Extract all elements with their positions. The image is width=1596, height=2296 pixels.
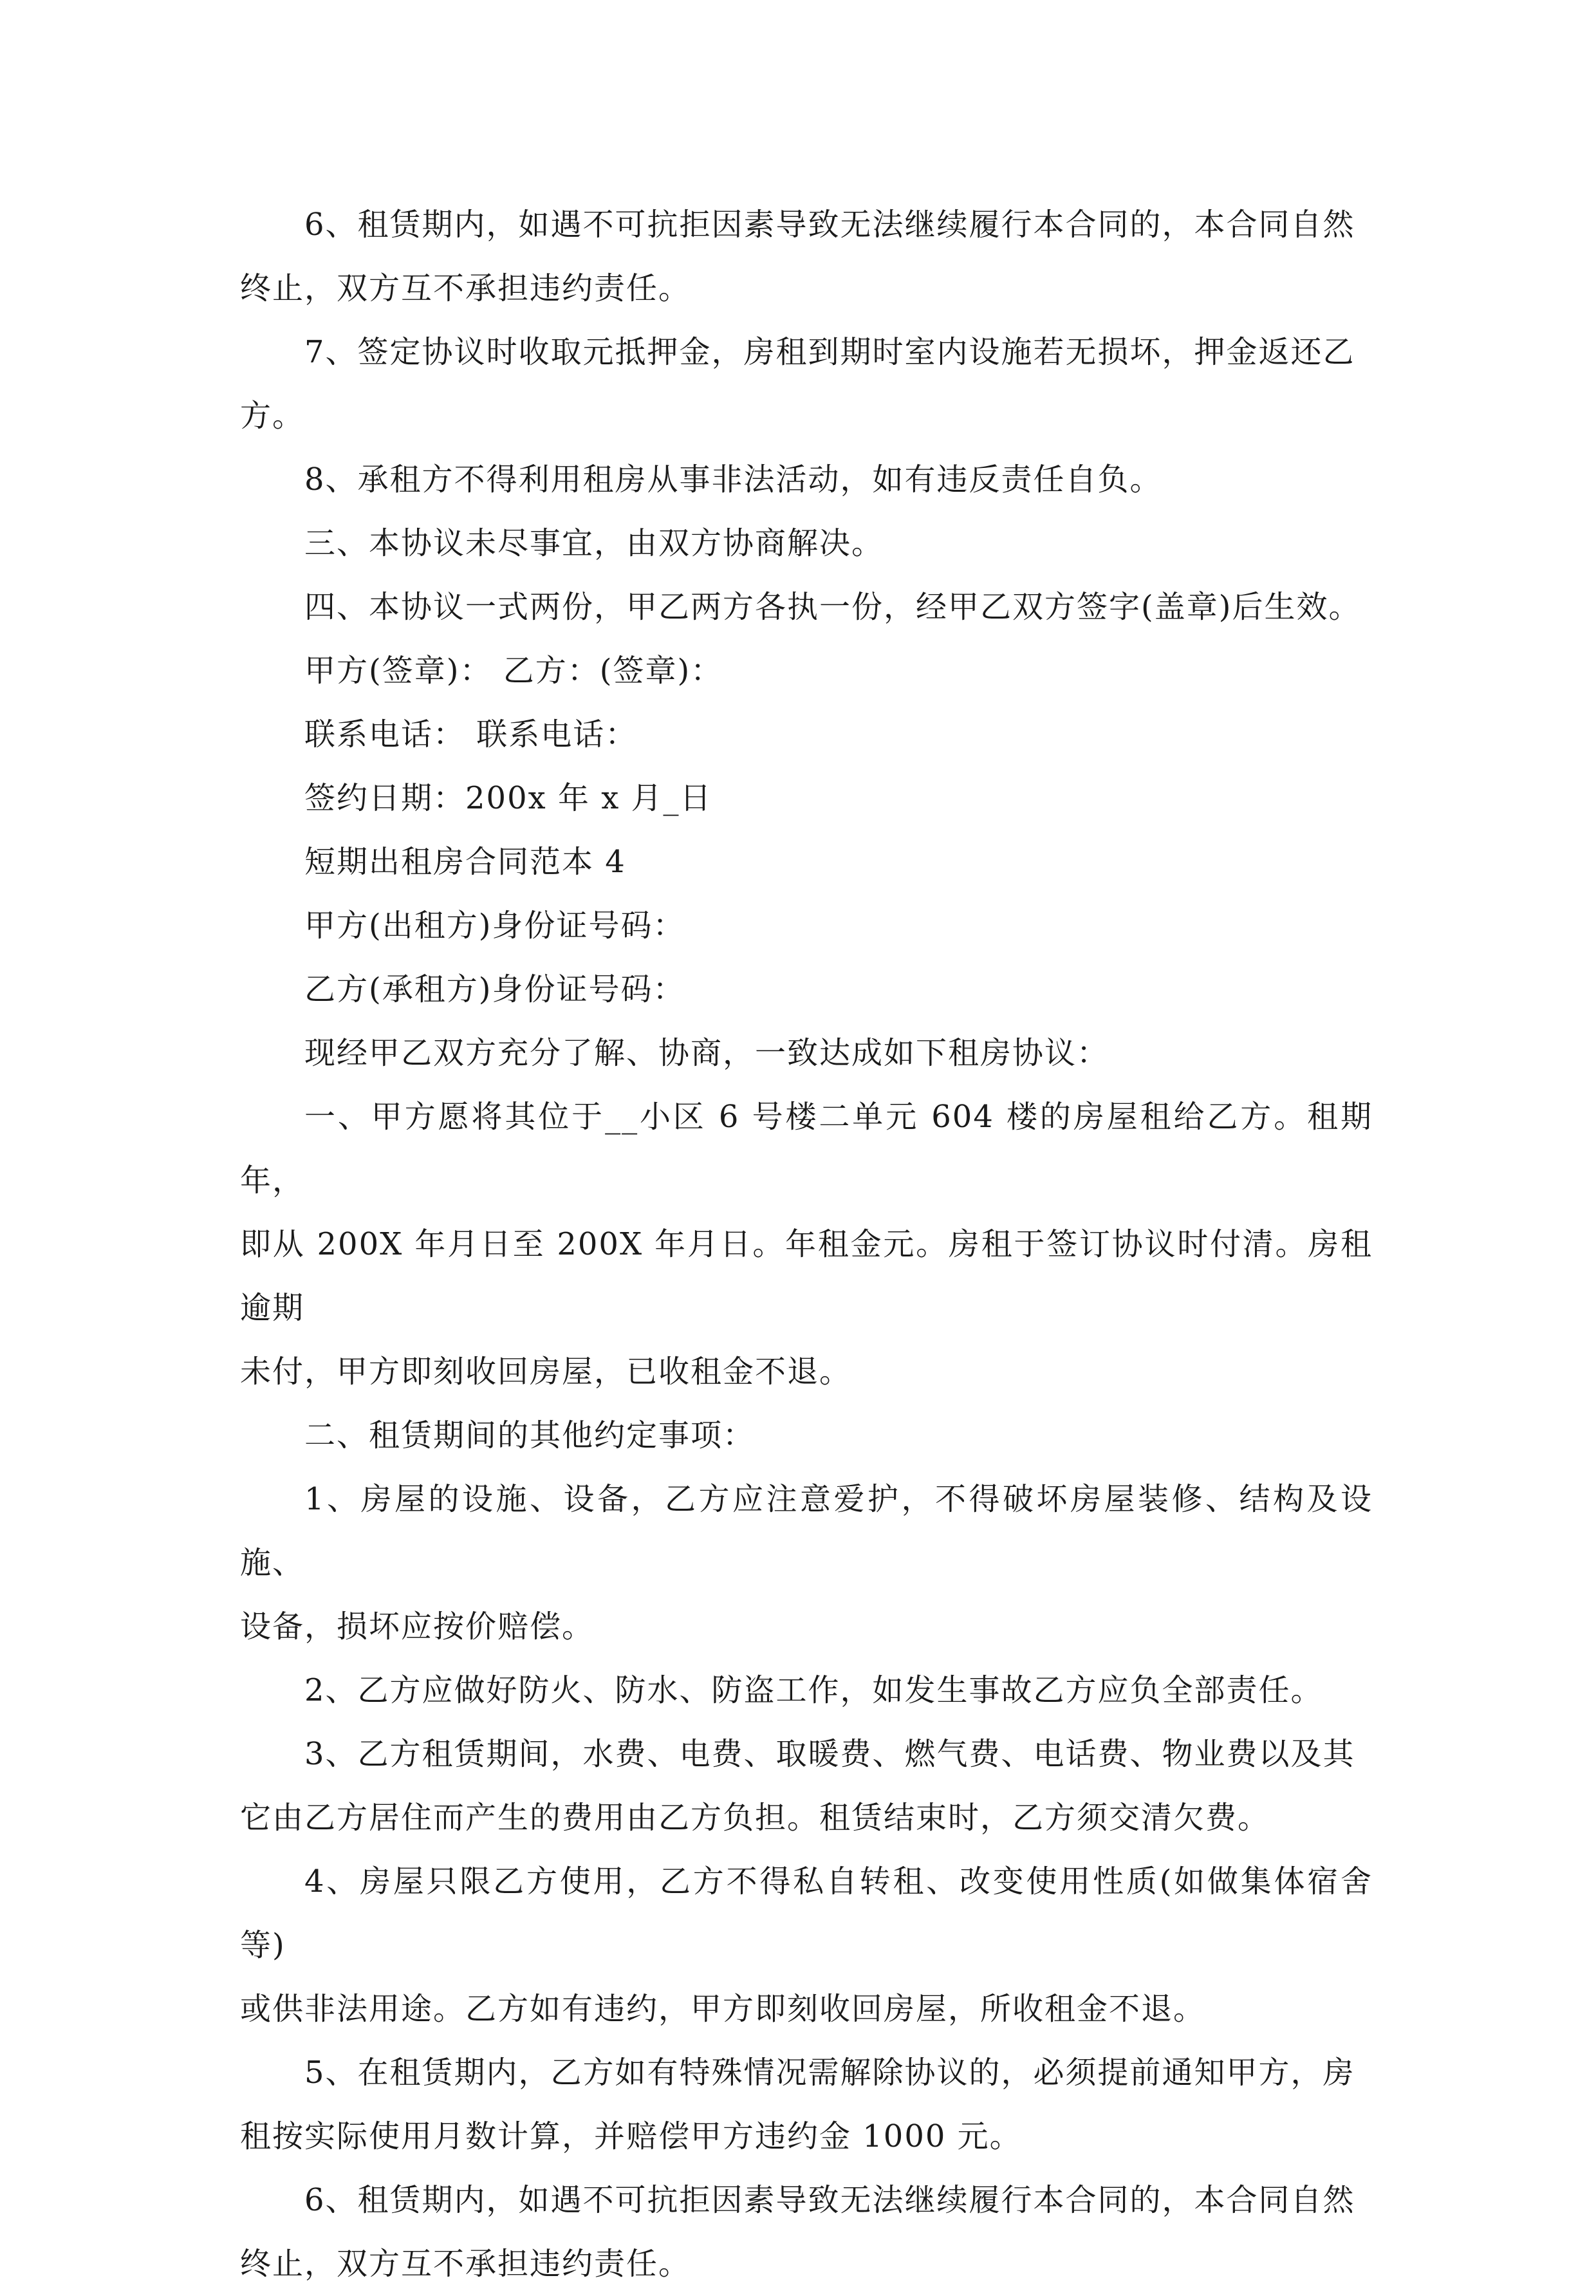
text-line: 未付，甲方即刻收回房屋，已收租金不退。 [240, 1354, 852, 1390]
text-line: 四、本协议一式两份，甲乙两方各执一份，经甲乙双方签字(盖章)后生效。 [304, 589, 1361, 625]
text-line: 终止，双方互不承担违约责任。 [240, 2246, 691, 2282]
date-line [240, 767, 1373, 830]
paragraph [240, 1404, 1373, 1468]
text-line: 或供非法用途。乙方如有违约，甲方即刻收回房屋，所收租金不退。 [240, 1991, 1206, 2027]
text-line: 三、本协议未尽事宜，由双方协商解决。 [304, 525, 884, 561]
text-line: 5、在租赁期内，乙方如有特殊情况需解除协议的，必须提前通知甲方，房 [304, 2055, 1355, 2091]
paragraph [240, 958, 1373, 1022]
text-line: 联系电话： 联系电话： [304, 716, 638, 752]
paragraph [240, 2169, 1373, 2296]
paragraph [240, 1850, 1373, 2041]
paragraph [240, 321, 1373, 448]
text-line: 甲方(出租方)身份证号码： [304, 908, 685, 944]
paragraph [240, 512, 1373, 575]
text-line: 7、签定协议时收取元抵押金，房租到期时室内设施若无损坏，押金返还乙 [304, 334, 1355, 370]
text-line: 乙方(承租方)身份证号码： [304, 971, 685, 1007]
paragraph [240, 1085, 1373, 1404]
text-line: 终止，双方互不承担违约责任。 [240, 270, 691, 306]
text-line: 签约日期：200x 年 x 月_日 [304, 780, 712, 816]
text-line: 二、租赁期间的其他约定事项： [304, 1417, 756, 1453]
text-line: 方。 [240, 398, 305, 434]
text-line: 一、甲方愿将其位于__小区 6 号楼二单元 604 楼的房屋租给乙方。租期年， [240, 1099, 1373, 1199]
text-line: 2、乙方应做好防火、防水、防盗工作，如发生事故乙方应负全部责任。 [304, 1672, 1323, 1708]
section-title [240, 830, 1373, 894]
text-line: 短期出租房合同范本 4 [304, 844, 626, 880]
document-page [240, 193, 1373, 2296]
text-line: 1、房屋的设施、设备，乙方应注意爱护，不得破坏房屋装修、结构及设施、 [240, 1481, 1373, 1581]
paragraph [240, 1022, 1373, 1085]
signature-line [240, 639, 1373, 703]
text-line: 设备，损坏应按价赔偿。 [240, 1609, 595, 1645]
paragraph [240, 448, 1373, 512]
paragraph [240, 894, 1373, 958]
paragraph [240, 1468, 1373, 1659]
contact-line [240, 703, 1373, 767]
text-line: 即从 200X 年月日至 200X 年月日。年租金元。房租于签订协议时付清。房租逾期 [240, 1226, 1373, 1326]
paragraph [240, 1722, 1373, 1850]
text-line: 6、租赁期内，如遇不可抗拒因素导致无法继续履行本合同的，本合同自然 [304, 2182, 1355, 2218]
text-line: 它由乙方居住而产生的费用由乙方负担。租赁结束时，乙方须交清欠费。 [240, 1800, 1270, 1836]
paragraph [240, 2041, 1373, 2169]
text-line: 8、承租方不得利用租房从事非法活动，如有违反责任自负。 [304, 462, 1162, 498]
text-line: 租按实际使用月数计算，并赔偿甲方违约金 1000 元。 [240, 2118, 1022, 2154]
paragraph [240, 575, 1373, 639]
text-line: 甲方(签章)： 乙方：(签章)： [304, 653, 723, 689]
paragraph [240, 193, 1373, 321]
text-line: 3、乙方租赁期间，水费、电费、取暖费、燃气费、电话费、物业费以及其 [304, 1736, 1355, 1772]
text-line: 现经甲乙双方充分了解、协商，一致达成如下租房协议： [304, 1035, 1109, 1071]
text-line: 6、租赁期内，如遇不可抗拒因素导致无法继续履行本合同的，本合同自然 [304, 207, 1355, 243]
text-line: 4、房屋只限乙方使用，乙方不得私自转租、改变使用性质(如做集体宿舍等) [240, 1863, 1373, 1963]
paragraph [240, 1659, 1373, 1722]
